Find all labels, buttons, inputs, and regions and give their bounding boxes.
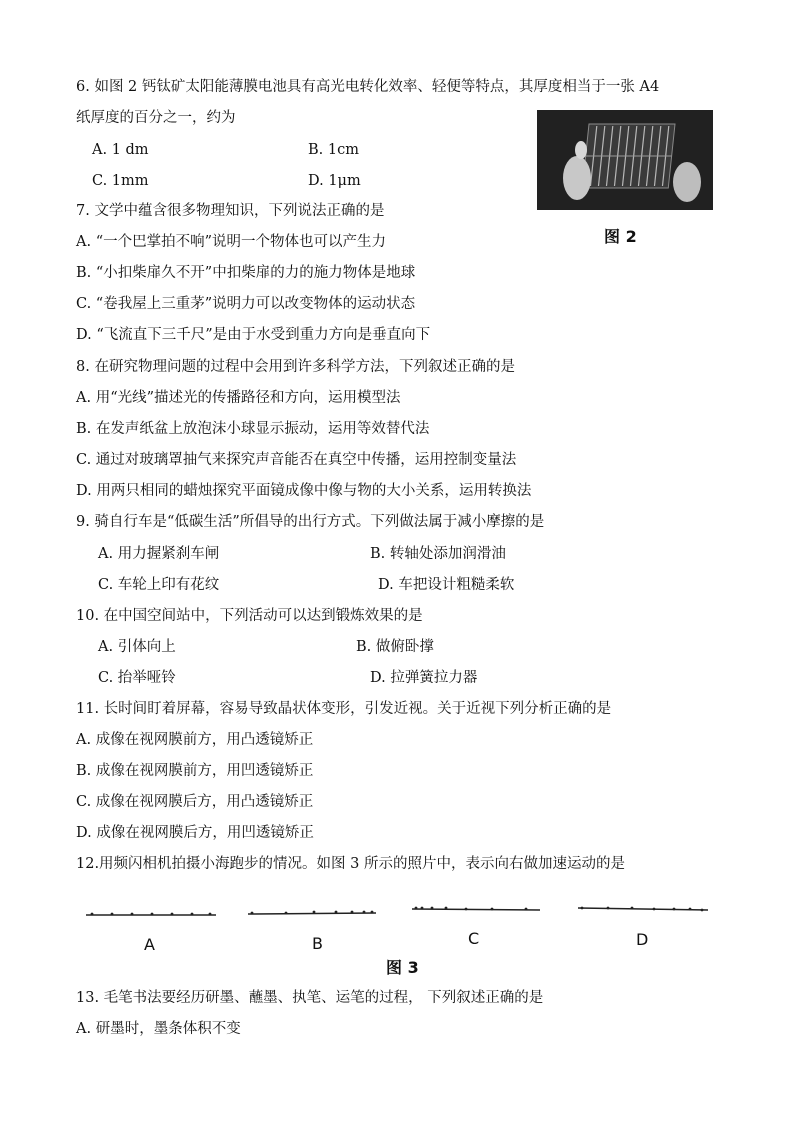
q13-option-a: A. 研墨时，墨条体积不变 <box>76 1021 241 1037</box>
q9-option-a: A. 用力握紧刹车闸 <box>98 546 220 562</box>
track-a-label: A <box>144 935 155 954</box>
q8-option-a: A. 用“光线”描述光的传播路径和方向，运用模型法 <box>76 390 401 406</box>
q8-option-b: B. 在发声纸盆上放泡沫小球显示振动，运用等效替代法 <box>76 421 430 437</box>
track-b-label: B <box>312 934 323 953</box>
q10-option-c: C. 抬举哑铃 <box>98 670 176 686</box>
q7-option-c: C. “卷我屋上三重茅”说明力可以改变物体的运动状态 <box>76 296 416 312</box>
q7-option-b: B. “小扣柴扉久不开”中扣柴扉的力的施力物体是地球 <box>76 265 416 281</box>
q8-stem: 8. 在研究物理问题的过程中会用到许多科学方法，下列叙述正确的是 <box>76 359 515 375</box>
track-b <box>248 908 378 918</box>
q9-stem: 9. 骑自行车是“低碳生活”所倡导的出行方式。下列做法属于减小摩擦的是 <box>76 514 545 530</box>
q6-option-c: C. 1mm <box>92 173 149 189</box>
q10-option-b: B. 做俯卧撑 <box>356 639 434 655</box>
q10-option-d: D. 拉弹簧拉力器 <box>370 670 478 686</box>
q11-option-d: D. 成像在视网膜后方，用凹透镜矫正 <box>76 825 314 841</box>
q9-option-c: C. 车轮上印有花纹 <box>98 577 220 593</box>
q9-option-d: D. 车把设计粗糙柔软 <box>378 577 515 593</box>
q12-stem: 12.用频闪相机拍摄小海跑步的情况。如图 3 所示的照片中，表示向右做加速运动的是 <box>76 856 626 872</box>
q6-stem-line2: 纸厚度的百分之一，约为 <box>76 110 236 126</box>
track-a <box>86 910 216 920</box>
q8-option-d: D. 用两只相同的蜡烛探究平面镜成像中像与物的大小关系，运用转换法 <box>76 483 532 499</box>
q7-stem: 7. 文学中蕴含很多物理知识，下列说法正确的是 <box>76 203 385 219</box>
figure-2-caption: 图 2 <box>604 227 637 246</box>
q11-stem: 11. 长时间盯着屏幕，容易导致晶状体变形，引发近视。关于近视下列分析正确的是 <box>76 701 612 717</box>
track-d <box>578 904 708 914</box>
q11-option-a: A. 成像在视网膜前方，用凸透镜矫正 <box>76 732 314 748</box>
q11-option-b: B. 成像在视网膜前方，用凹透镜矫正 <box>76 763 314 779</box>
q6-option-b: B. 1cm <box>308 142 359 158</box>
q7-option-a: A. “一个巴掌拍不响”说明一个物体也可以产生力 <box>76 234 387 250</box>
q8-option-c: C. 通过对玻璃罩抽气来探究声音能否在真空中传播，运用控制变量法 <box>76 452 517 468</box>
q7-option-d: D. “飞流直下三千尺”是由于水受到重力方向是垂直向下 <box>76 327 431 343</box>
q10-stem: 10. 在中国空间站中，下列活动可以达到锻炼效果的是 <box>76 608 423 624</box>
solar-film-illustration <box>537 110 713 210</box>
track-c-label: C <box>468 929 480 948</box>
q6-option-a: A. 1 dm <box>92 142 149 158</box>
q6-option-d: D. 1μm <box>308 173 361 189</box>
figure-3-caption: 图 3 <box>386 958 419 977</box>
q9-option-b: B. 转轴处添加润滑油 <box>370 546 506 562</box>
q11-option-c: C. 成像在视网膜后方，用凸透镜矫正 <box>76 794 314 810</box>
q13-stem: 13. 毛笔书法要经历研墨、蘸墨、执笔、运笔的过程， 下列叙述正确的是 <box>76 990 544 1006</box>
track-c <box>412 904 542 914</box>
track-d-label: D <box>636 930 649 949</box>
figure-2-photo <box>537 110 713 210</box>
q10-option-a: A. 引体向上 <box>98 639 176 655</box>
q6-stem-line1: 6. 如图 2 钙钛矿太阳能薄膜电池具有高光电转化效率、轻便等特点，其厚度相当于一张 A4 <box>76 79 660 95</box>
